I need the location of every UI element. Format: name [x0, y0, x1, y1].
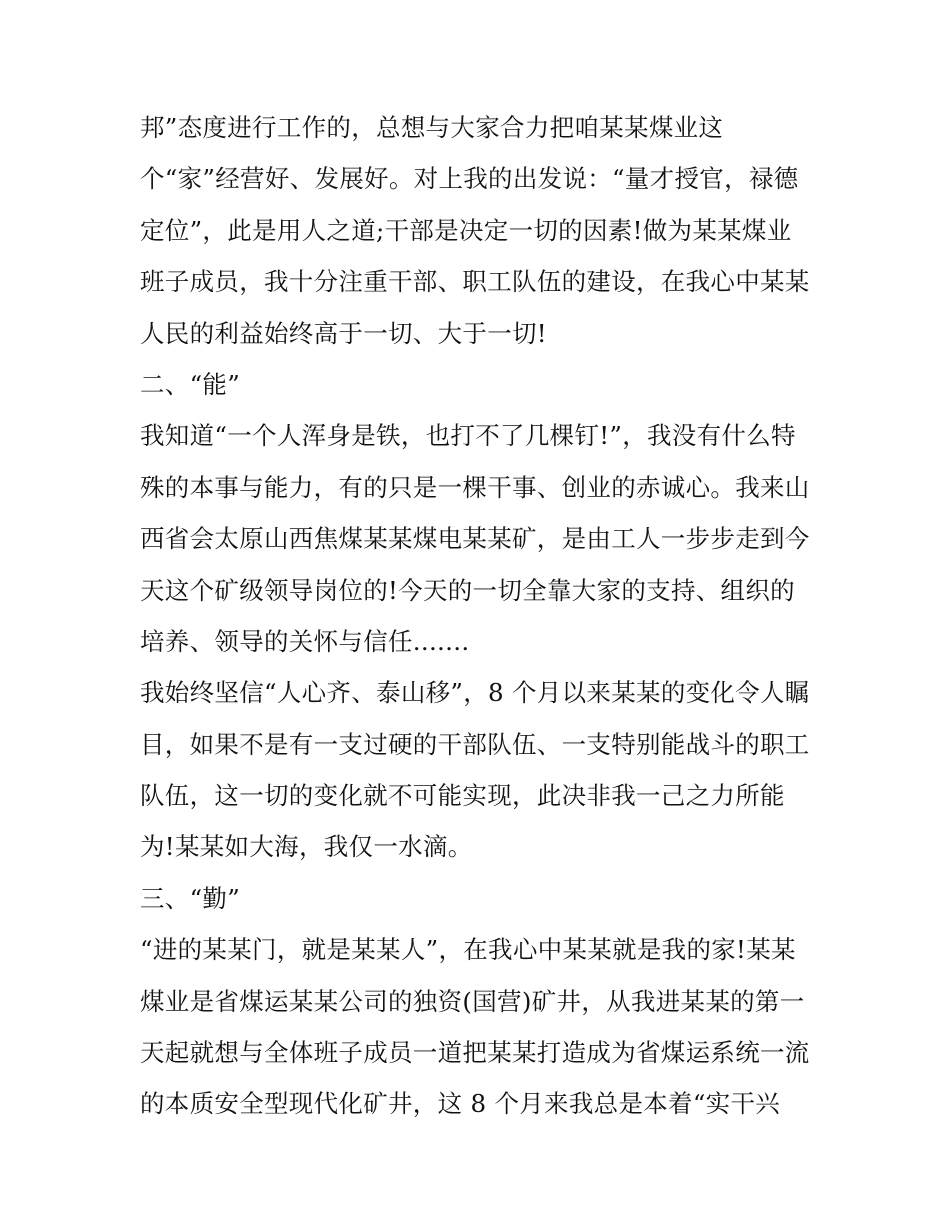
text-line: 殊的本事与能力，有的只是一棵干事、创业的赤诚心。我来山	[140, 472, 810, 502]
text-line: “进的某某门，就是某某人”，在我心中某某就是我的家!某某	[140, 935, 796, 965]
section-heading: 三、“勤”	[140, 883, 241, 913]
text-line: 邦”态度进行工作的，总想与大家合力把咱某某煤业这	[140, 113, 724, 142]
text-line: 人民的利益始终高于一切、大于一切!	[140, 318, 547, 348]
text-line: 目，如果不是有一支过硬的干部队伍、一支特别能战斗的职工	[140, 729, 810, 759]
text-line: 我知道“一个人浑身是铁，也打不了几棵钉!”，我没有什么特	[140, 421, 796, 451]
document-body	[140, 112, 830, 1140]
text-line: 的本质安全型现代化矿井，这 8 个月来我总是本着“实干兴	[140, 1089, 781, 1119]
text-line: 个“家”经营好、发展好。对上我的出发说：“量才授官，禄德	[140, 164, 799, 194]
text-line: 班子成员，我十分注重干部、职工队伍的建设，在我心中某某	[140, 267, 810, 297]
text-line: 天这个矿级领导岗位的!今天的一切全靠大家的支持、组织的	[140, 575, 795, 605]
text-line: 为!某某如大海，我仅一水滴。	[140, 832, 473, 862]
text-line: 煤业是省煤运某某公司的独资(国营)矿井，从我进某某的第一	[140, 986, 805, 1016]
text-line: 西省会太原山西焦煤某某煤电某某矿，是由工人一步步走到今	[140, 524, 810, 554]
text-line: 队伍，这一切的变化就不可能实现，此决非我一己之力所能	[140, 781, 785, 811]
text-line: 我始终坚信“人心齐、泰山移”，8 个月以来某某的变化令人瞩	[140, 678, 810, 708]
text-line: 培养、领导的关怀与信任.......	[140, 626, 470, 656]
text-line: 定位”，此是用人之道;干部是决定一切的因素!做为某某煤业	[140, 215, 792, 245]
text-line: 天起就想与全体班子成员一道把某某打造成为省煤运系统一流	[140, 1038, 810, 1068]
section-heading: 二、“能”	[140, 369, 241, 399]
